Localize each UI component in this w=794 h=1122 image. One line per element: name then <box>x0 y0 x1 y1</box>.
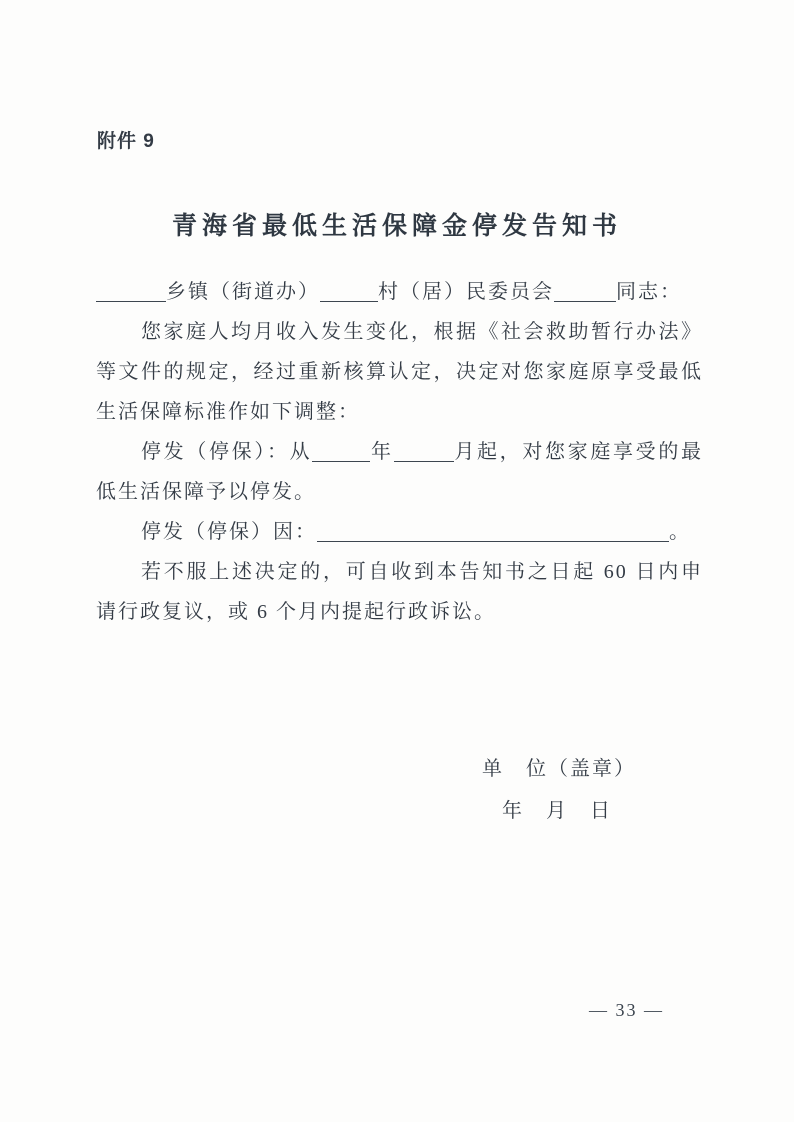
comrade-label: 同志： <box>616 281 682 303</box>
blank-month <box>394 461 454 462</box>
attachment-label: 附件 9 <box>97 131 155 152</box>
reason-clause-prefix: 停发（停保）因： <box>141 521 317 543</box>
township-label: 乡镇（街道办） <box>166 281 320 303</box>
paragraph-basis: 您家庭人均月收入发生变化，根据《社会救助暂行办法》等文件的规定，经过重新核算认定，决定对您家庭原享受最低生活保障标准作如下调整： <box>96 321 703 423</box>
paragraph-stop <box>96 432 703 512</box>
stop-clause-suffix: 月起，对您家庭享受的最低生活保障予以停发。 <box>96 441 704 503</box>
signature-unit-label: 单 位（盖章） <box>482 758 636 780</box>
document-title: 青海省最低生活保障金停发告知书 <box>171 213 622 240</box>
blank-township-name <box>96 301 166 302</box>
paragraph-appeal: 若不服上述决定的，可自收到本告知书之日起 60 日内申请行政复议，或 6 个月内提起行政诉讼。 <box>96 561 703 623</box>
blank-comrade-name <box>554 301 616 302</box>
page-number: — 33 — <box>589 1000 664 1020</box>
village-committee-label: 村（居）民委员会 <box>378 281 554 303</box>
paragraph-reason <box>96 512 703 552</box>
reason-clause-period: 。 <box>669 521 691 543</box>
blank-reason <box>317 541 669 542</box>
blank-year <box>312 461 370 462</box>
year-label: 年 <box>370 441 394 463</box>
document-body <box>96 272 703 632</box>
signature-date-label: 年 月 日 <box>502 800 612 822</box>
blank-village-name <box>320 301 378 302</box>
stop-clause-prefix: 停发（停保）：从 <box>141 441 313 463</box>
recipient-line <box>96 272 703 312</box>
